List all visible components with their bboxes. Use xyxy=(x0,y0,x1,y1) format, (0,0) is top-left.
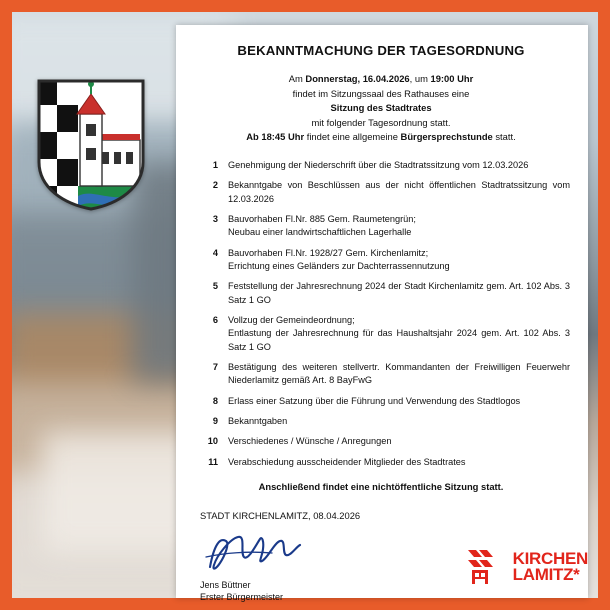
agenda-item-text: Bekanntgaben xyxy=(228,416,288,427)
agenda-item-number: 7 xyxy=(212,362,218,373)
agenda-item xyxy=(192,159,570,172)
agenda-item xyxy=(192,435,570,448)
agenda-item-number: 10 xyxy=(207,436,218,447)
agenda-item-text: Erlass einer Satzung über die Führung und Verwendung des Stadtlogos xyxy=(228,395,521,406)
agenda-item-number: 2 xyxy=(212,180,218,191)
agenda-item-number: 4 xyxy=(212,247,218,258)
agenda-item-number: 9 xyxy=(212,416,218,427)
agenda-item xyxy=(192,179,570,206)
intro-line4: mit folgender Tagesordnung statt. xyxy=(311,116,451,128)
closing-note: Anschließend findet eine nichtöffentliche Sitzung statt. xyxy=(258,481,504,493)
meeting-time: 19:00 Uhr xyxy=(430,73,474,84)
agenda-item xyxy=(192,314,570,354)
agenda-item xyxy=(192,280,570,307)
logo-line2: LAMITZ xyxy=(512,565,574,584)
agenda-item-text: Bestätigung des weiteren stellvertr. Kommandanten der Freiwilligen Feuerwehr Niederlamitz gemäß Art. 8 BayFwG xyxy=(228,362,570,386)
intro-line2: findet im Sitzungssaal des Rathauses eine xyxy=(292,87,470,99)
agenda-item-number: 8 xyxy=(212,395,218,406)
logo-line1: KIRCHEN xyxy=(512,548,588,568)
agenda-item xyxy=(192,213,570,240)
agenda-list xyxy=(192,159,570,469)
intro-line5-mid: findet eine allgemeine xyxy=(304,131,401,143)
agenda-item xyxy=(192,247,570,274)
logo-star-icon: * xyxy=(573,565,580,584)
agenda-item-text: Verabschiedung ausscheidender Mitglieder des Stadtrates xyxy=(228,456,466,467)
document-title: BEKANNTMACHUNG DER TAGESORDNUNG xyxy=(237,43,525,58)
agenda-item-text: Genehmigung der Niederschrift über die Stadtratssitzung vom 12.03.2026 xyxy=(228,159,529,170)
agenda-item-text: Bekanntgabe von Beschlüssen aus der nicht öffentlichen Stadtratssitzung vom 12.03.2026 xyxy=(228,180,570,204)
agenda-item-number: 11 xyxy=(208,456,218,467)
intro-line5-end: statt. xyxy=(492,131,516,143)
agenda-item-number: 1 xyxy=(212,159,218,170)
signer-title: Erster Bürgermeister xyxy=(200,592,284,603)
coat-of-arms-icon xyxy=(36,78,146,212)
announcement-document xyxy=(176,25,588,603)
signer-name: Jens Büttner xyxy=(200,580,251,591)
kirchenlamitz-mark-icon xyxy=(466,548,506,586)
agenda-item-number: 6 xyxy=(212,314,218,325)
agenda-item-text: Vollzug der Gemeindeordnung; xyxy=(228,314,355,325)
agenda-item-text: Verschiedenes / Wünsche / Anregungen xyxy=(228,436,392,447)
agenda-item-subtext: Neubau einer landwirtschaftlichen Lagerhalle xyxy=(228,227,412,238)
agenda-item-number: 5 xyxy=(212,281,218,292)
agenda-item-text: Bauvorhaben Fl.Nr. 885 Gem. Raumetengrün; xyxy=(228,213,416,224)
agenda-item-subtext: Errichtung eines Geländers zur Dachterrassennutzung xyxy=(228,260,450,271)
intro-line1-pre: Am xyxy=(288,73,306,84)
agenda-item xyxy=(192,456,570,469)
consultation-label: Bürgersprechstunde xyxy=(400,131,493,143)
agenda-item-text: Feststellung der Jahresrechnung 2024 der Stadt Kirchenlamitz gem. Art. 102 Abs. 3 Satz 1 GO xyxy=(228,281,570,305)
consultation-time: Ab 18:45 Uhr xyxy=(246,131,305,143)
logo-wordmark xyxy=(512,548,588,584)
place-and-date: STADT KIRCHENLAMITZ, 08.04.2026 xyxy=(200,510,361,522)
intro-paragraph xyxy=(192,72,570,145)
agenda-item xyxy=(192,361,570,388)
meeting-body: Sitzung des Stadtrates xyxy=(330,102,432,114)
agenda-item-text: Bauvorhaben Fl.Nr. 1928/27 Gem. Kirchenlamitz; xyxy=(228,247,429,258)
agenda-item-number: 3 xyxy=(212,213,218,224)
agenda-item xyxy=(192,395,570,408)
agenda-item-subtext: Entlastung der Jahresrechnung für das Haushaltsjahr 2024 gem. Art. 102 Abs. 3 Satz 1 GO xyxy=(228,328,570,352)
agenda-item xyxy=(192,415,570,428)
intro-line1-mid: , um xyxy=(409,73,431,84)
meeting-date: Donnerstag, 16.04.2026 xyxy=(305,73,410,84)
city-logo xyxy=(466,548,588,586)
